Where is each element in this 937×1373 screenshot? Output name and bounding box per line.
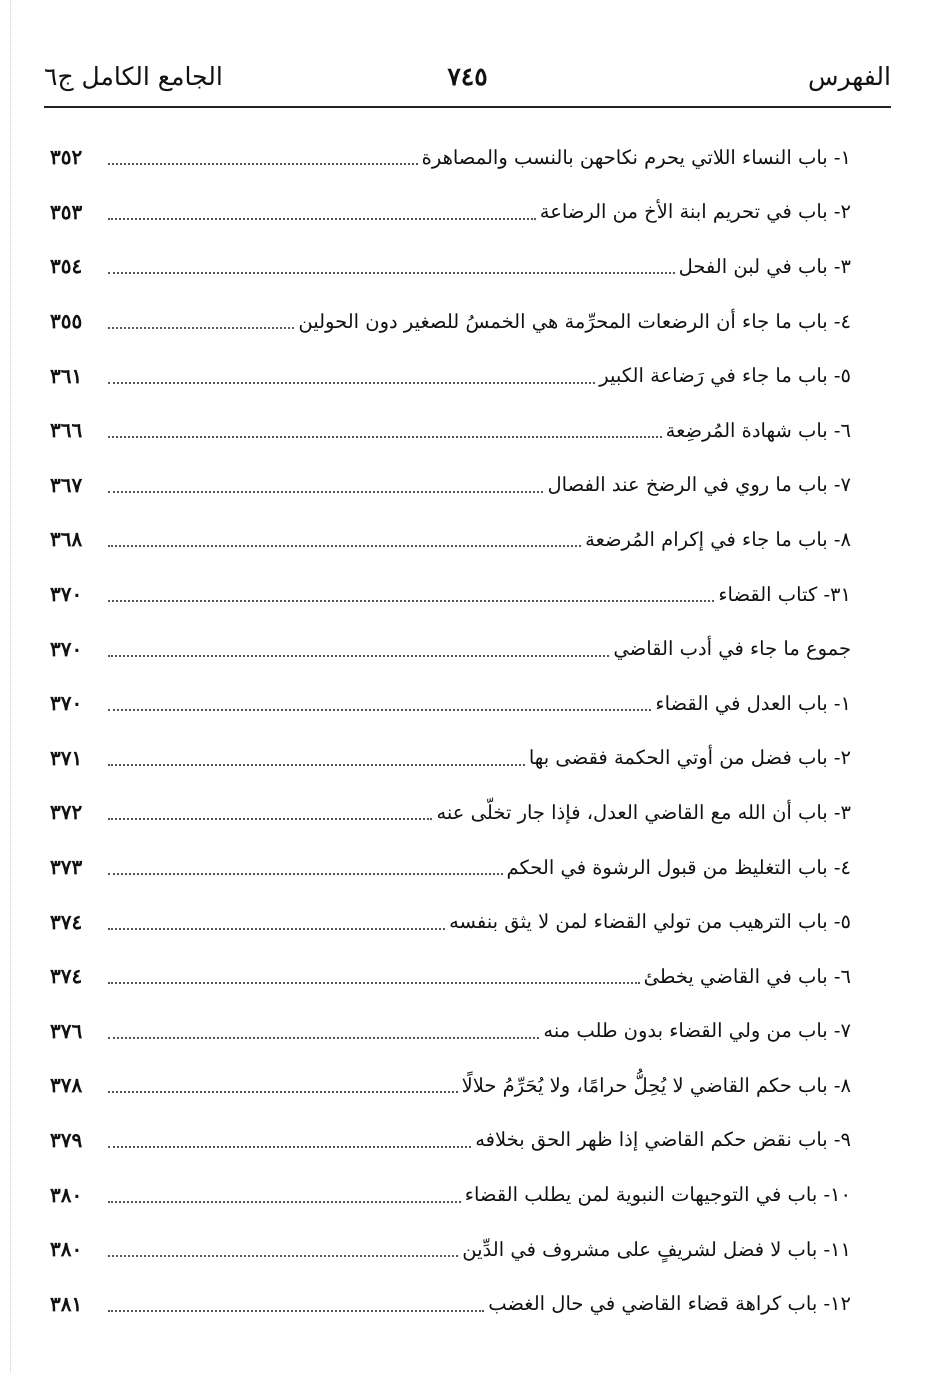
toc-entry [50,512,851,567]
toc-entry [50,621,851,676]
toc-entry-page: ٣٨٠ [50,1182,83,1207]
dot-leader [108,380,595,384]
dot-leader [108,216,536,220]
toc-entry [50,1113,851,1168]
toc-entry-title: ١- باب النساء اللاتي يحرم نكاحهن بالنسب والمصاهرة [421,145,851,169]
toc-entry-title: ٢- باب في تحريم ابنة الأخ من الرضاعة [539,200,851,224]
section-title: الفهرس [807,62,891,91]
toc-entry [50,1222,851,1277]
dot-leader [108,926,445,930]
header-rule [44,106,891,108]
toc-entry-title: ٧- باب ما روي في الرضخ عند الفصال [547,473,851,497]
toc-entry-page: ٣٧٠ [50,582,83,607]
dot-leader [108,1308,484,1312]
book-title: الجامع الكامل ج٦ [44,62,223,91]
toc-entry-page: ٣٥٥ [50,309,83,334]
toc-entry-page: ٣٧٤ [50,909,83,934]
dot-leader [108,1089,458,1093]
dot-leader [108,871,503,875]
toc-entry-title: ٥- باب ما جاء في رَضاعة الكبير [599,364,851,388]
toc-entry [50,894,851,949]
toc-entry [50,239,851,294]
dot-leader [108,1199,461,1203]
toc-entry-page: ٣٧٣ [50,855,83,880]
toc-entry-title: ٢- باب فضل من أوتي الحكمة فقضى بها [528,746,851,770]
toc-entry-page: ٣٧٠ [50,691,83,716]
page-header [44,60,891,104]
toc-entry-page: ٣٦١ [50,363,83,388]
toc-entry-title: ١١- باب لا فضل لشريفٍ على مشروف في الدِّين [462,1237,851,1261]
toc-entry-page: ٣٧٩ [50,1127,83,1152]
toc-entry-title: ١٢- باب كراهة قضاء القاضي في حال الغضب [488,1292,851,1316]
toc-entry-title: ٤- باب التغليظ من قبول الرشوة في الحكم [506,855,851,879]
dot-leader [108,161,418,165]
toc-entry-title: ٧- باب من ولي القضاء بدون طلب منه [543,1019,851,1043]
toc-entry [50,840,851,895]
toc-entry-title: ١- باب العدل في القضاء [655,691,851,715]
toc-entry [50,785,851,840]
toc-entry-page: ٣٥٤ [50,254,83,279]
page-number: ٧٤٥ [447,62,488,91]
toc-entry-page: ٣٦٨ [50,527,83,552]
dot-leader [108,434,662,438]
toc-entry-page: ٣٧٤ [50,964,83,989]
dot-leader [108,1253,458,1257]
toc-entry-page: ٣٧١ [50,745,83,770]
toc-list [50,130,851,1331]
dot-leader [108,270,675,274]
dot-leader [108,489,543,493]
toc-entry [50,348,851,403]
dot-leader [108,1035,539,1039]
toc-entry-title: ٣- باب في لبن الفحل [678,254,851,278]
dot-leader [108,707,651,711]
toc-entry [50,731,851,786]
toc-entry [50,949,851,1004]
dot-leader [108,598,714,602]
toc-entry-title: ١٠- باب في التوجيهات النبوية لمن يطلب القضاء [464,1183,851,1207]
toc-entry [50,294,851,349]
toc-entry-page: ٣٧٠ [50,636,83,661]
page-edge-mark [10,0,12,1373]
toc-entry-page: ٣٧٦ [50,1018,83,1043]
toc-entry-page: ٣٧٨ [50,1073,83,1098]
toc-entry [50,130,851,185]
toc-entry-title: ٦- باب في القاضي يخطئ [643,964,851,988]
toc-entry [50,458,851,513]
toc-entry-page: ٣٥٣ [50,199,83,224]
toc-entry-title: ٣- باب أن الله مع القاضي العدل، فإذا جار تخلّى عنه [436,800,851,824]
toc-entry-title: ٦- باب شهادة المُرضِعة [665,418,851,442]
dot-leader [108,653,609,657]
dot-leader [108,325,294,329]
toc-entry-page: ٣٦٧ [50,472,83,497]
toc-entry-page: ٣٦٦ [50,418,83,443]
toc-entry-title: ٣١- كتاب القضاء [718,582,851,606]
toc-entry-page: ٣٥٢ [50,145,83,170]
toc-entry-title: ٨- باب حكم القاضي لا يُحِلُّ حرامًا، ولا يُحَرِّمُ حلالًا [461,1073,851,1097]
toc-entry-page: ٣٨٠ [50,1237,83,1262]
toc-entry-page: ٣٨١ [50,1291,83,1316]
toc-entry [50,1276,851,1331]
toc-entry-title: جموع ما جاء في أدب القاضي [613,637,851,661]
toc-entry-title: ٥- باب الترهيب من تولي القضاء لمن لا يثق بنفسه [449,910,851,934]
toc-entry [50,185,851,240]
toc-entry [50,676,851,731]
toc-entry-title: ٨- باب ما جاء في إكرام المُرضعة [585,527,851,551]
toc-entry [50,567,851,622]
toc-entry [50,403,851,458]
toc-entry-title: ٤- باب ما جاء أن الرضعات المحرِّمة هي الخمسُ للصغير دون الحولين [298,309,851,333]
dot-leader [108,543,581,547]
toc-entry [50,1058,851,1113]
toc-entry [50,1167,851,1222]
dot-leader [108,980,640,984]
toc-entry-title: ٩- باب نقض حكم القاضي إذا ظهر الحق بخلافه [475,1128,851,1152]
dot-leader [108,1144,471,1148]
dot-leader [108,816,432,820]
dot-leader [108,762,525,766]
toc-entry-page: ٣٧٢ [50,800,83,825]
toc-entry [50,1004,851,1059]
